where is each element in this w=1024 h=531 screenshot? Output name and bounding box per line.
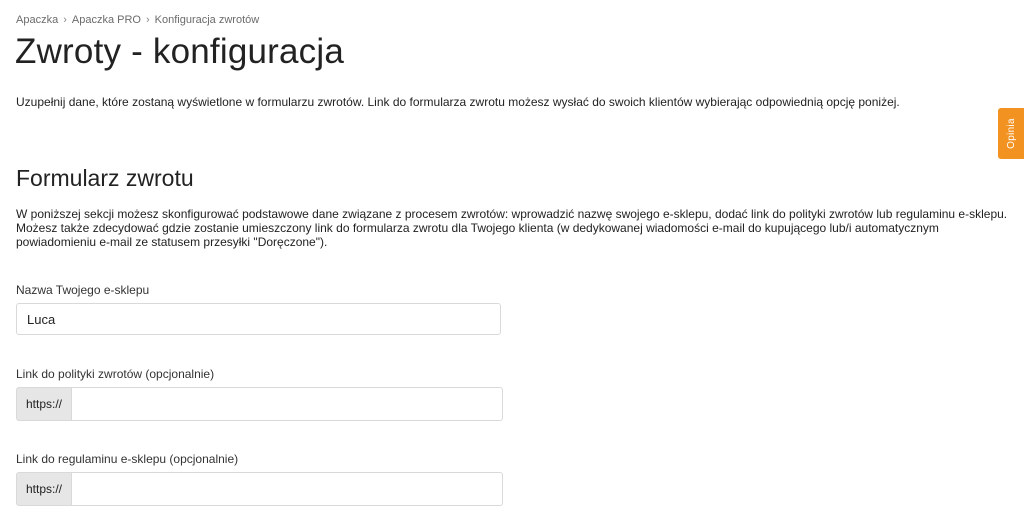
breadcrumb-item-apaczka-pro[interactable]: Apaczka PRO (71, 14, 141, 26)
returns-policy-prefix: https:// (16, 387, 71, 421)
returns-policy-input-group (16, 387, 503, 421)
intro-text: Uzupełnij dane, które zostaną wyświetlone w formularzu zwrotów. Link do formularza zwrotu możesz wysłać do swoich klientów wybierając odpowiednią opcję poniżej. (16, 95, 900, 109)
returns-policy-input[interactable] (71, 387, 503, 421)
terms-label: Link do regulaminu e-sklepu (opcjonalnie) (16, 452, 239, 466)
breadcrumb-item-current: Konfiguracja zwrotów (154, 14, 260, 26)
section-description: W poniższej sekcji możesz skonfigurować podstawowe dane związane z procesem zwrotów: wprowadzić nazwę swojego e-sklepu, dodać link do polityki zwrotów lub regulaminu e-sklepu. Możesz także zdecydować gdzie zostanie umieszczony link do formularza zwrotu dla Twojego klienta (w dedykowanej wiadomości e-mail do kupującego lub/i automatycznym powiadomieniu e-mail ze statusem przesyłki "Doręczone"). (16, 207, 1008, 249)
chevron-right-icon: › (63, 14, 67, 26)
feedback-tab-label: Opinia (1005, 118, 1017, 149)
page-title: Zwroty - konfiguracja (15, 32, 345, 71)
terms-prefix: https:// (16, 472, 71, 506)
section-title: Formularz zwrotu (16, 165, 194, 191)
returns-policy-label: Link do polityki zwrotów (opcjonalnie) (16, 367, 215, 381)
breadcrumb-item-apaczka[interactable]: Apaczka (16, 14, 59, 26)
feedback-tab[interactable] (998, 108, 1024, 159)
terms-input-group (16, 472, 503, 506)
chevron-right-icon: › (145, 14, 150, 26)
terms-input[interactable] (71, 472, 503, 506)
shop-name-label: Nazwa Twojego e-sklepu (16, 283, 150, 297)
shop-name-input[interactable] (16, 303, 501, 335)
breadcrumb (16, 14, 259, 26)
